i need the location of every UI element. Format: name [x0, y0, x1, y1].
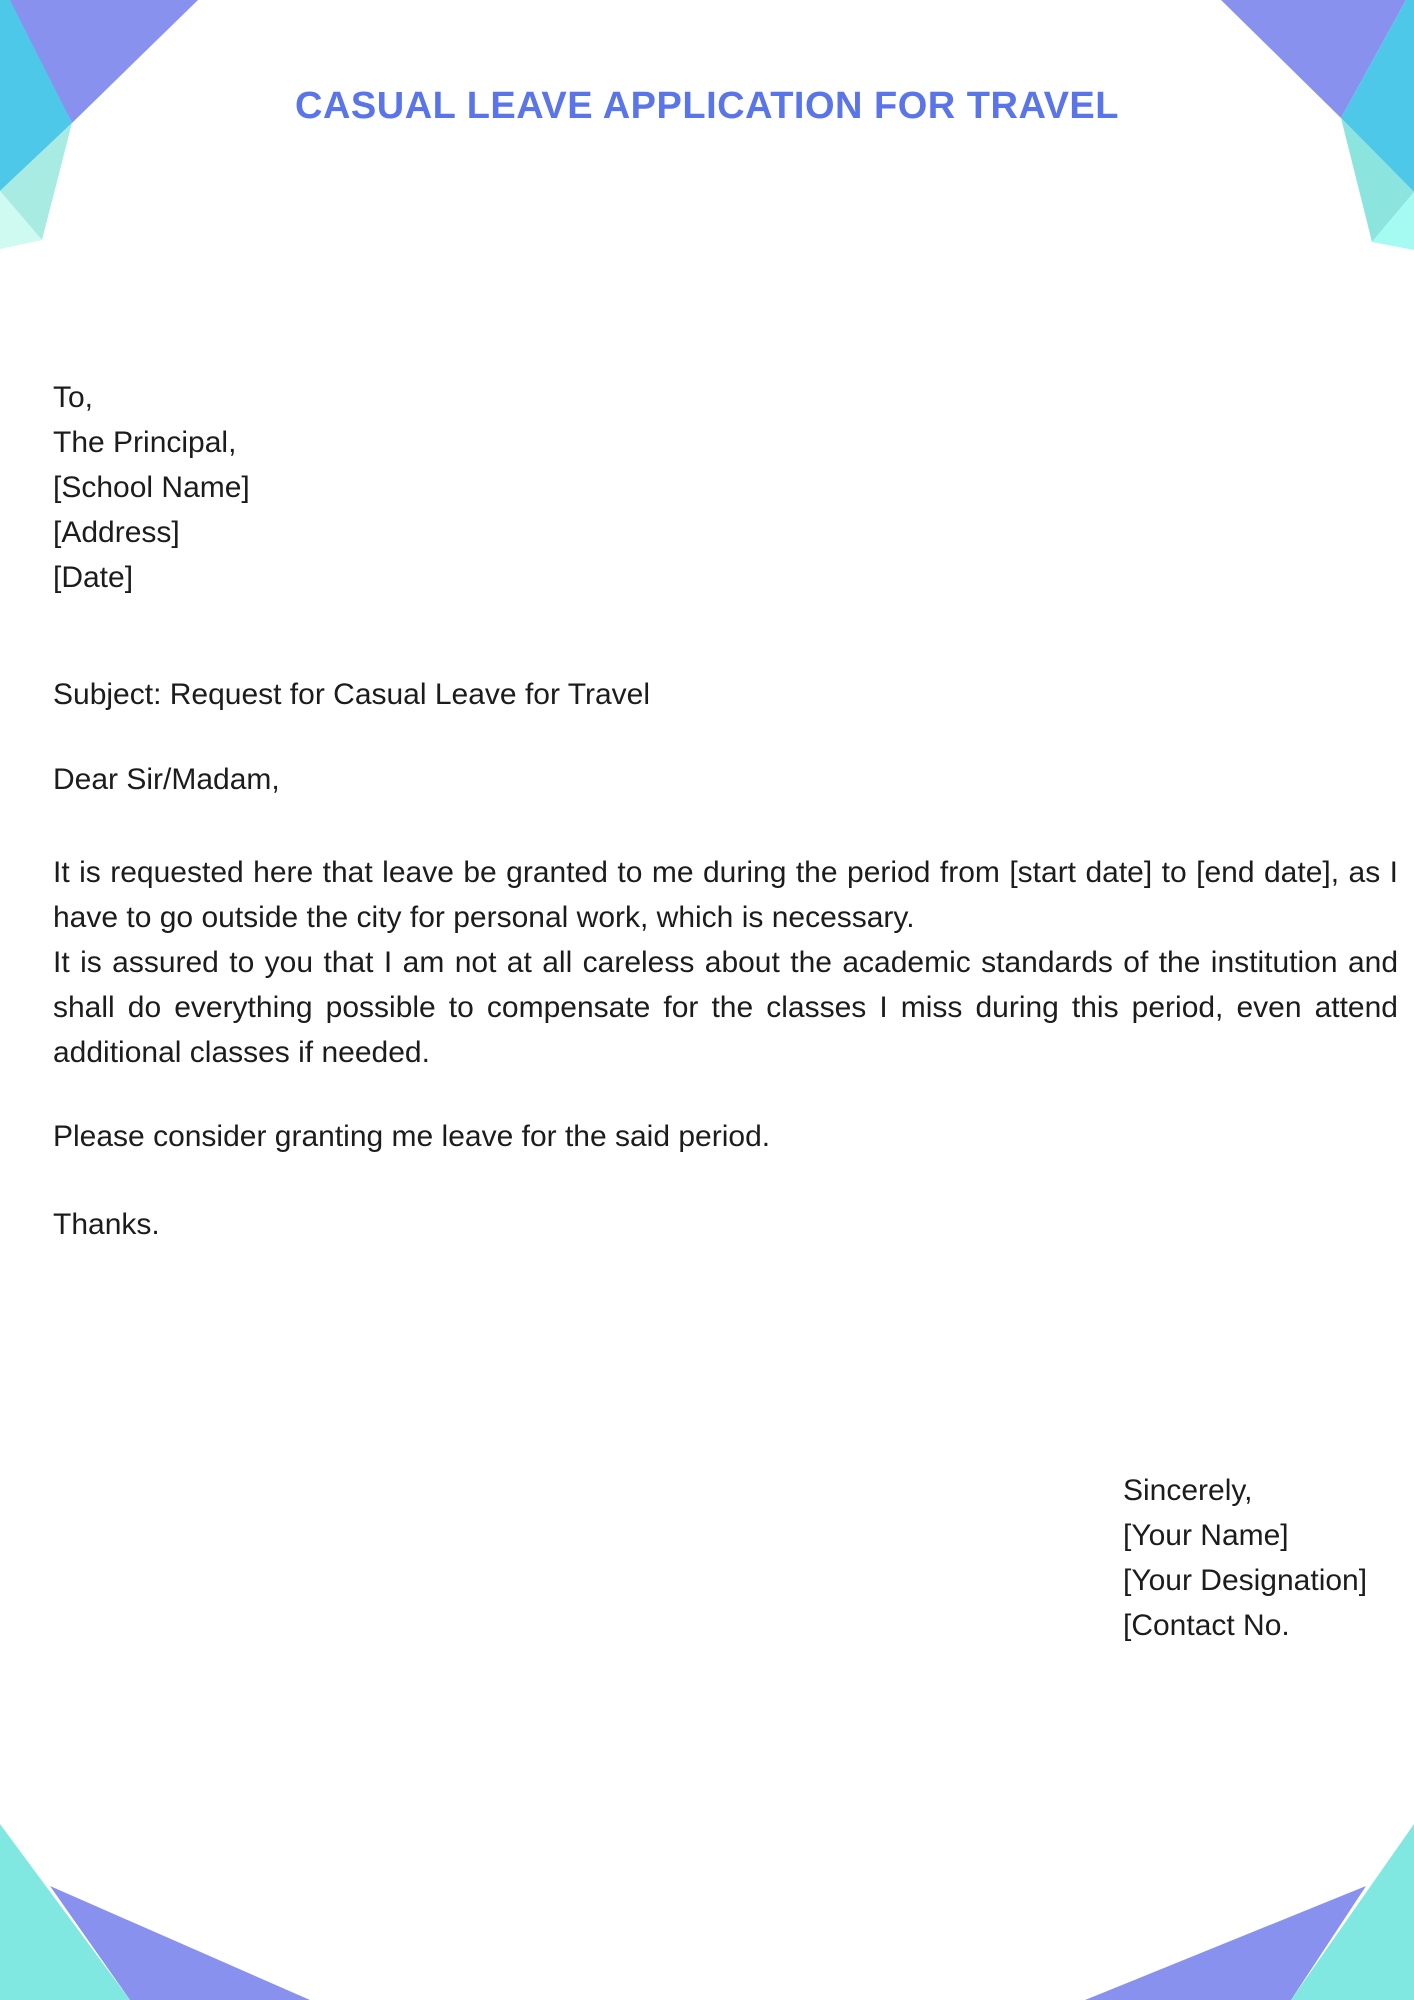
- page-title: CASUAL LEAVE APPLICATION FOR TRAVEL: [295, 85, 1119, 127]
- recipient-line-address: [Address]: [53, 516, 180, 549]
- body-line: shall do everything possible to compensate for the classes I miss during this period, even attend: [53, 991, 1398, 1024]
- thanks-line: Thanks.: [53, 1208, 160, 1241]
- subject-line: Subject: Request for Casual Leave for Travel: [53, 678, 650, 711]
- body-line: additional classes if needed.: [53, 1036, 430, 1069]
- signature-block: [1123, 1468, 1367, 1648]
- recipient-line-school: [School Name]: [53, 471, 250, 504]
- recipient-line-date: [Date]: [53, 561, 134, 594]
- recipient-block: [53, 375, 250, 600]
- request-line: Please consider granting me leave for the said period.: [53, 1120, 771, 1153]
- body-paragraph: [53, 850, 1398, 1075]
- signature-line-contact: [Contact No.: [1123, 1609, 1290, 1642]
- body-line: It is requested here that leave be granted to me during the period from [start date] to [end date], as I: [53, 856, 1398, 889]
- body-line: have to go outside the city for personal work, which is necessary.: [53, 901, 915, 934]
- body-line: It is assured to you that I am not at all careless about the academic standards of the institution and: [53, 946, 1398, 979]
- signature-line-designation: [Your Designation]: [1123, 1564, 1368, 1597]
- recipient-line-principal: The Principal,: [53, 426, 237, 459]
- salutation: Dear Sir/Madam,: [53, 763, 280, 796]
- signature-line-name: [Your Name]: [1123, 1519, 1289, 1552]
- signature-line-sincerely: Sincerely,: [1123, 1474, 1253, 1507]
- recipient-line-to: To,: [53, 381, 94, 414]
- bottom-left-teal-triangle: [0, 1824, 130, 2000]
